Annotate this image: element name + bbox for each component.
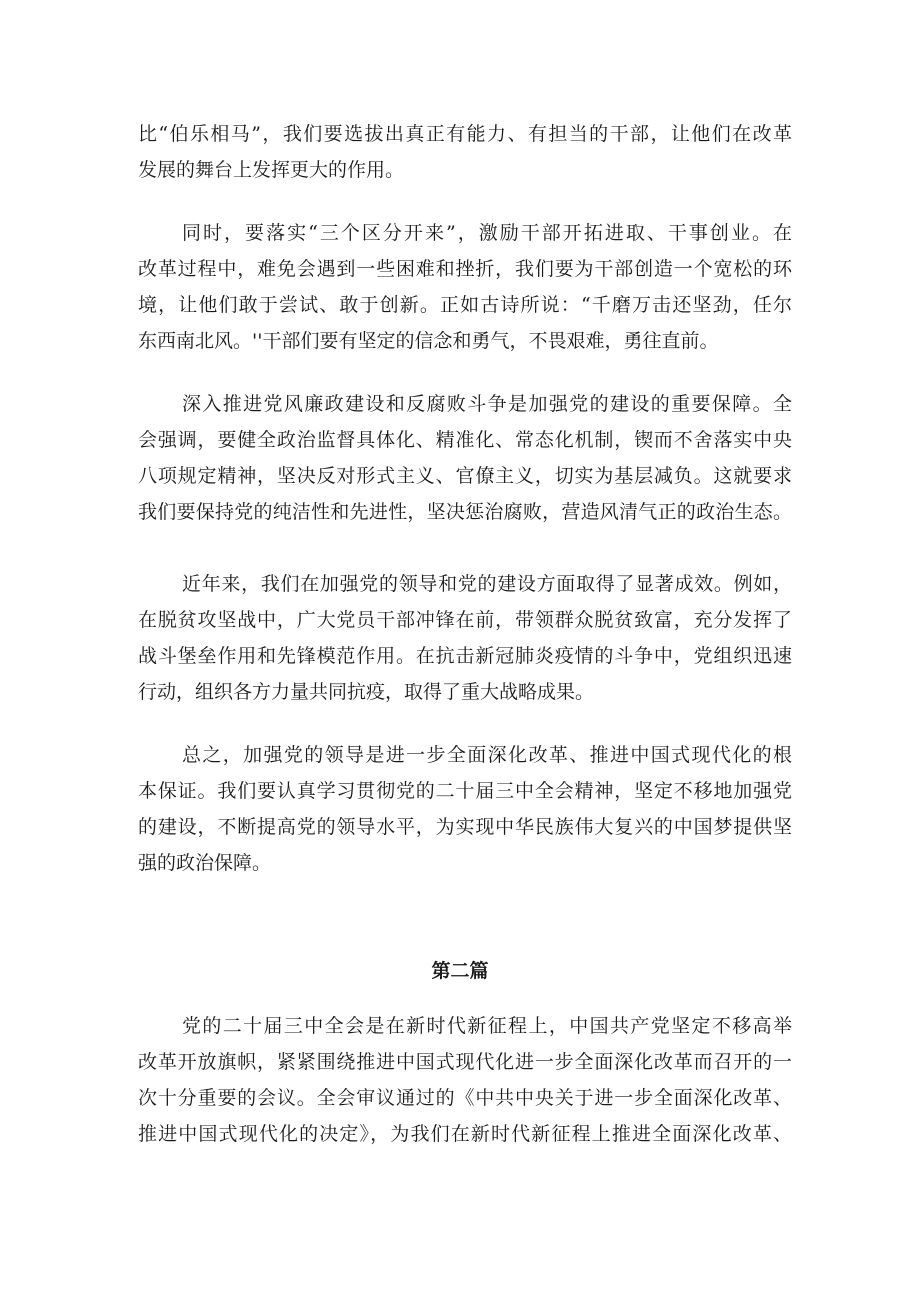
text-line: 总之，加强党的领导是进一步全面深化改革、推进中国式现代化的根 <box>182 744 792 766</box>
text-line: 改革过程中，难免会遇到一些困难和挫折，我们要为干部创造一个宽松的环 <box>138 258 792 280</box>
text-line: 同时，要落实“三个区分开来”，激励干部开拓进取、干事创业。在 <box>182 222 792 244</box>
text-line: 比“伯乐相马”，我们要选拔出真正有能力、有担当的干部，让他们在改革 <box>138 123 792 145</box>
paragraph-6 <box>138 1008 792 1152</box>
text-line: 改革开放旗帜，紧紧围绕推进中国式现代化进一步全面深化改革而召开的一 <box>138 1051 792 1073</box>
text-line: 在脱贫攻坚战中，广大党员干部冲锋在前，带领群众脱贫致富，充分发挥了 <box>138 609 792 631</box>
text-line: 战斗堡垒作用和先锋模范作用。在抗击新冠肺炎疫情的斗争中，党组织迅速 <box>138 645 792 667</box>
text-line: 行动，组织各方力量共同抗疫，取得了重大战略成果。 <box>138 681 595 703</box>
text-line: 推进中国式现代化的决定》，为我们在新时代新征程上推进全面深化改革、 <box>138 1123 792 1145</box>
text-line: 我们要保持党的纯洁性和先进性，坚决惩治腐败，营造风清气正的政治生态。 <box>138 501 792 523</box>
paragraph-4 <box>138 566 792 710</box>
text-line: 深入推进党风廉政建设和反腐败斗争是加强党的建设的重要保障。全 <box>182 393 792 415</box>
paragraph-2 <box>138 215 792 359</box>
text-line: 党的二十届三中全会是在新时代新征程上，中国共产党坚定不移高举 <box>182 1015 792 1037</box>
section-heading: 第二篇 <box>431 960 489 982</box>
text-line: 八项规定精神，坚决反对形式主义、官僚主义，切实为基层减负。这就要求 <box>138 465 792 487</box>
text-line: 会强调，要健全政治监督具体化、精准化、常态化机制，锲而不舍落实中央 <box>138 429 792 451</box>
paragraph-5 <box>138 737 792 881</box>
text-line: 的建设，不断提高党的领导水平，为实现中华民族伟大复兴的中国梦提供坚 <box>138 816 792 838</box>
text-line: 次十分重要的会议。全会审议通过的《中共中央关于进一步全面深化改革、 <box>138 1087 792 1109</box>
text-line: 强的政治保障。 <box>138 852 272 874</box>
text-line: 本保证。我们要认真学习贯彻党的二十届三中全会精神，坚定不移地加强党 <box>138 780 792 802</box>
text-line: 东西南北风。''干部们要有坚定的信念和勇气，不畏艰难，勇往直前。 <box>138 330 719 352</box>
paragraph-1 <box>138 116 792 188</box>
text-line: 发展的舞台上发挥更大的作用。 <box>138 159 405 181</box>
text-line: 境，让他们敢于尝试、敢于创新。正如古诗所说：“千磨万击还坚劲，任尔 <box>138 294 792 316</box>
text-line: 近年来，我们在加强党的领导和党的建设方面取得了显著成效。例如， <box>182 573 792 595</box>
paragraph-3 <box>138 386 792 530</box>
